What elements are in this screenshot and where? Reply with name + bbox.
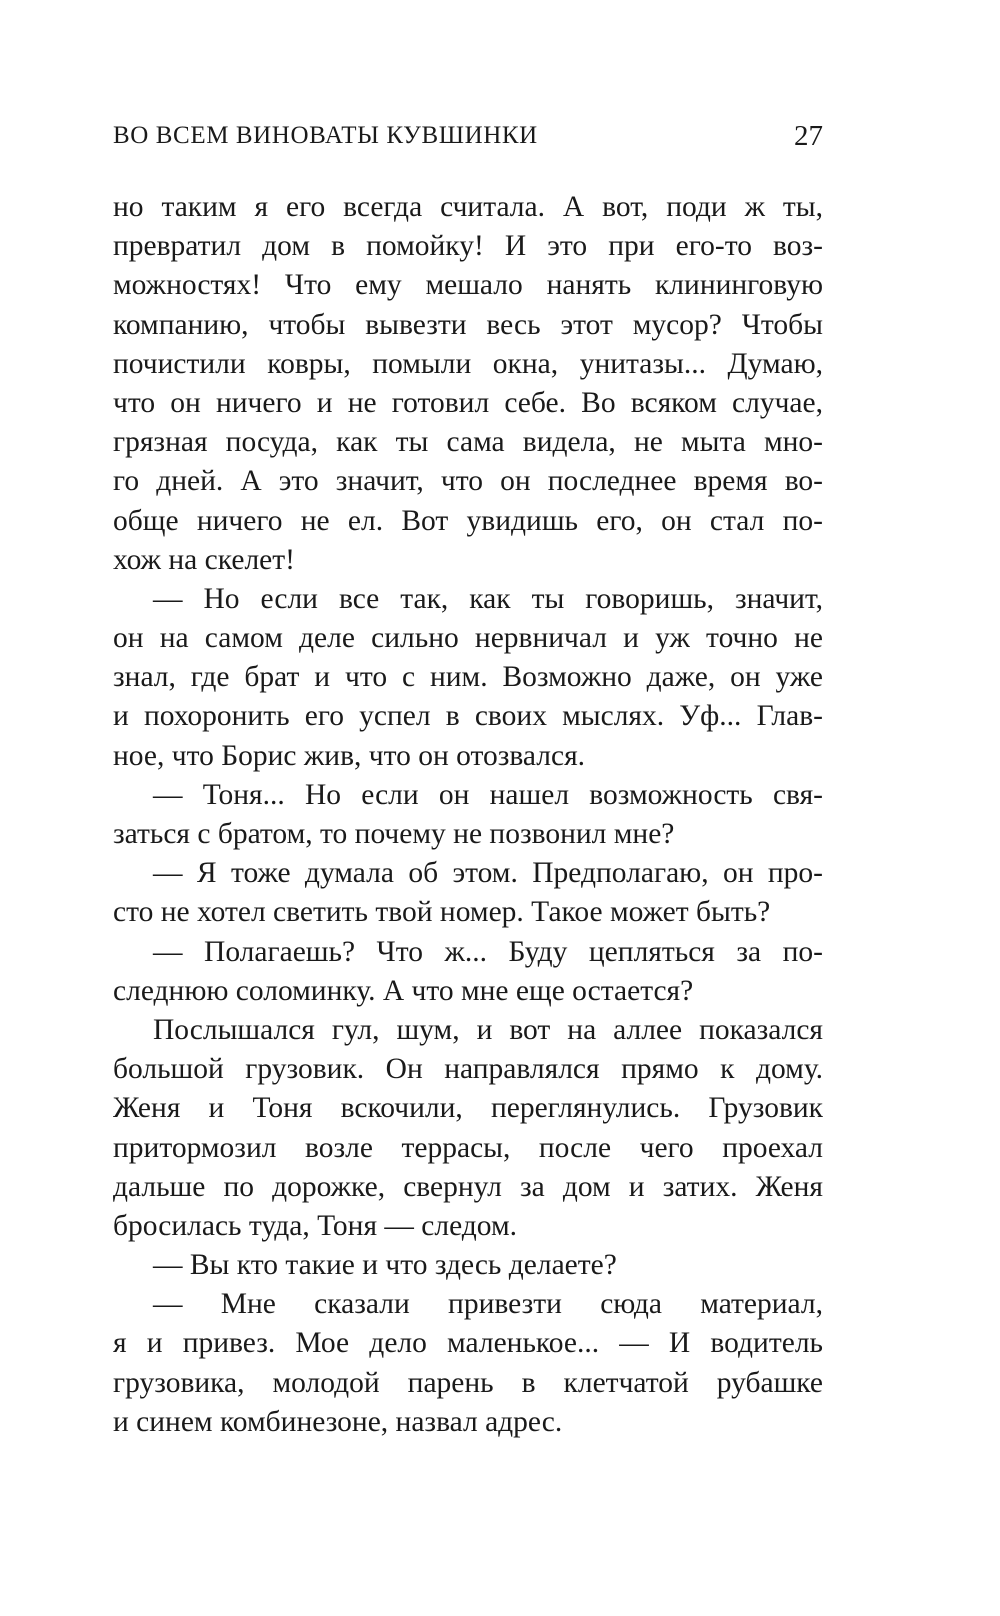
text-line: хож на скелет! xyxy=(113,543,295,576)
text-line: сто не хотел светить твой номер. Такое может быть? xyxy=(113,896,771,929)
text-line: Послышался гул, шум, и вот на аллее показался xyxy=(153,1013,823,1046)
text-line: что он ничего и не готовил себе. Во всяком случае, xyxy=(113,386,823,419)
text-line: заться с братом, то почему не позвонил мне? xyxy=(113,818,675,850)
text-line: ное, что Борис жив, что он отозвался. xyxy=(113,739,586,772)
text-line: — Вы кто такие и что здесь делаете? xyxy=(153,1249,617,1282)
text-line: я и привез. Мое дело маленькое... — И водитель xyxy=(113,1327,823,1360)
text-line: обще ничего не ел. Вот увидишь его, он стал по- xyxy=(113,504,823,537)
text-line: можностях! Что ему мешало нанять клининговую xyxy=(113,269,823,302)
text-line: — Полагаешь? Что ж... Буду цепляться за по- xyxy=(153,935,823,968)
running-header xyxy=(113,118,823,154)
text-line: бросилась туда, Тоня — следом. xyxy=(113,1209,518,1242)
text-line: дальше по дорожке, свернул за дом и затих. Женя xyxy=(113,1170,823,1203)
text-line: — Тоня... Но если он нашел возможность свя- xyxy=(153,778,823,811)
text-line: почистили ковры, помыли окна, унитазы... Думаю, xyxy=(113,347,823,380)
text-line: Женя и Тоня вскочили, переглянулись. Грузовик xyxy=(113,1092,823,1125)
text-line: го дней. А это значит, что он последнее время во- xyxy=(113,465,823,498)
text-line: но таким я его всегда считала. А вот, поди ж ты, xyxy=(113,191,823,223)
text-line: знал, где брат и что с ним. Возможно даже, он уже xyxy=(113,661,823,694)
text-line: — Мне сказали привезти сюда материал, xyxy=(153,1288,823,1321)
body-text xyxy=(113,188,823,1442)
text-line: притормозил возле террасы, после чего проехал xyxy=(113,1131,823,1164)
page-number: 27 xyxy=(794,120,823,152)
text-line: — Я тоже думала об этом. Предполагаю, он про- xyxy=(153,857,823,890)
text-line: и синем комбинезоне, назвал адрес. xyxy=(113,1405,563,1438)
text-line: грязная посуда, как ты сама видела, не мыта мно- xyxy=(113,426,823,459)
running-title: ВО ВСЕМ ВИНОВАТЫ КУВШИНКИ xyxy=(113,122,538,149)
text-line: — Но если все так, как ты говоришь, значит, xyxy=(153,582,823,615)
text-line: и похоронить его успел в своих мыслях. Уф... Глав- xyxy=(113,700,823,733)
text-line: грузовика, молодой парень в клетчатой рубашке xyxy=(113,1366,823,1399)
text-line: он на самом деле сильно нервничал и уж точно не xyxy=(113,622,823,655)
text-line: компанию, чтобы вывезти весь этот мусор? Чтобы xyxy=(113,308,823,341)
text-line: большой грузовик. Он направлялся прямо к дому. xyxy=(113,1053,823,1086)
text-line: следнюю соломинку. А что мне еще остается? xyxy=(113,974,694,1007)
text-line: превратил дом в помойку! И это при его-то воз- xyxy=(113,230,823,263)
